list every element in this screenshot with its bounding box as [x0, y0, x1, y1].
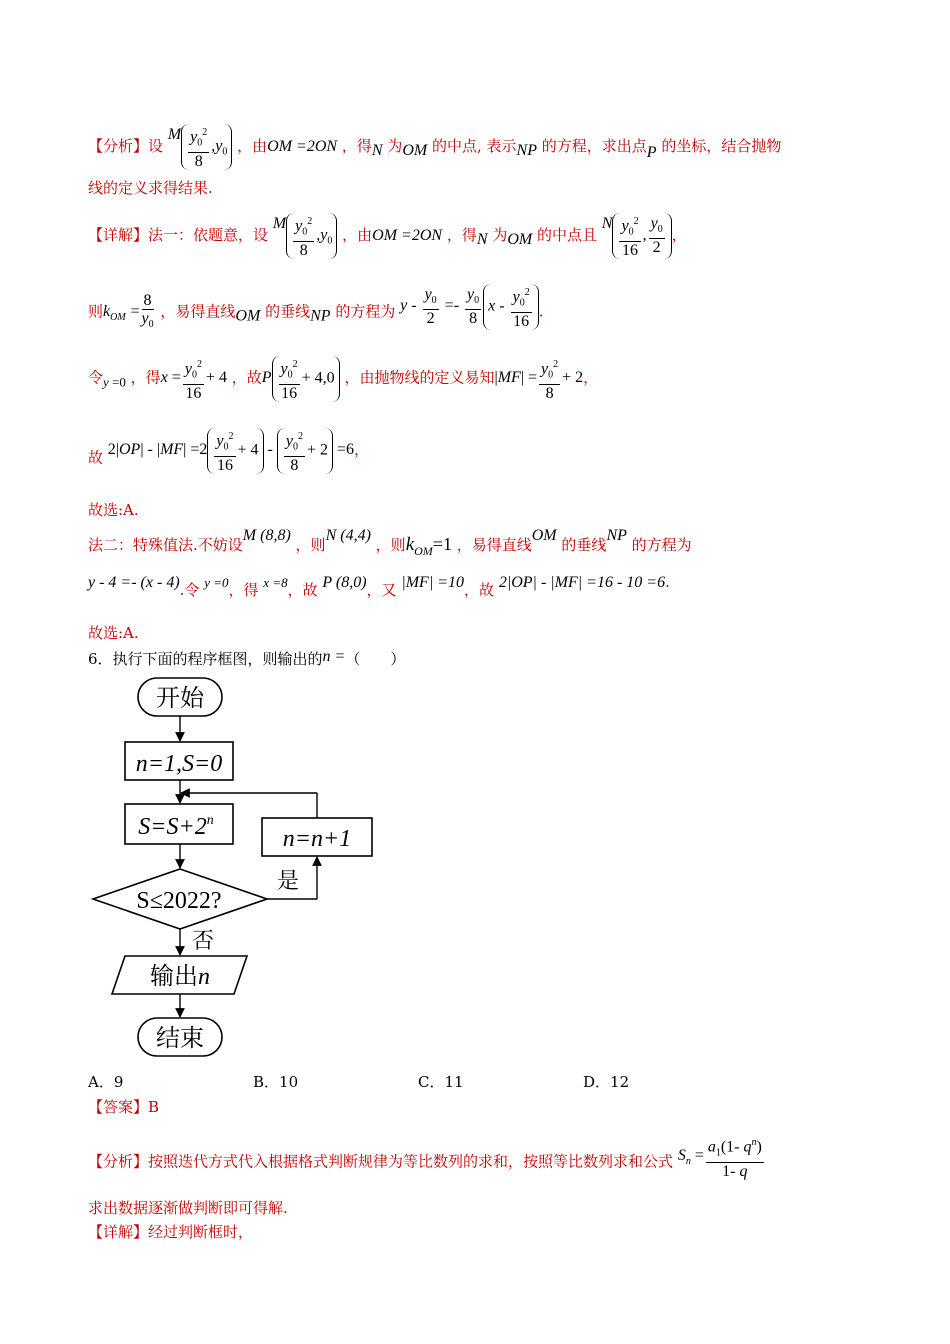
text: ，又: [366, 581, 397, 599]
text: 的方程为: [335, 302, 396, 321]
math-result: 2|OP| - |MF| =16 - 10 =6: [498, 574, 666, 591]
text: 的方程为: [631, 536, 692, 554]
math-result: 2|OP| - |MF| =2 $\frac{y_0^2}{16}$ + 4 - $\frac{y_0^2}{8}$ + 2 =6: [108, 441, 354, 458]
option-d[interactable]: [583, 1071, 629, 1092]
text: .令: [179, 581, 200, 599]
math-NP: NP: [606, 527, 627, 544]
math-eq: OM =2ON: [267, 137, 338, 155]
text: ，得: [130, 368, 161, 387]
detail2-line: [88, 1221, 253, 1242]
yes-label: 是: [277, 869, 300, 894]
text: ，故: [231, 368, 262, 387]
math-NP: NP: [310, 307, 331, 325]
math-N: N: [371, 141, 383, 159]
math-eq: OM =2ON: [372, 226, 443, 244]
analysis-line-2: 线的定义求得结果.: [88, 179, 213, 197]
math-OM: OM: [507, 230, 533, 248]
end-label: 结束: [156, 1024, 204, 1052]
text: ，易得直线: [160, 302, 236, 321]
math-NP: NP: [516, 141, 537, 159]
math-line-eq: y - 4 =- (x - 4): [88, 574, 180, 591]
text: ，: [583, 368, 599, 387]
math-line-eq: y - $\frac{y_0}{2}$ =- $\frac{y_0}{8}$ x - $\frac{y_0^2}{16}$: [400, 297, 539, 314]
math-P-point: P (8,0): [322, 574, 367, 591]
method2-line: [88, 527, 692, 559]
option-b[interactable]: [253, 1071, 298, 1092]
text: 按照迭代方式代入根据格式判断规律为等比数列的求和，按照等比数列求和公式: [148, 1152, 674, 1171]
math-OM: OM: [235, 307, 261, 325]
math-M-coords: $\frac{y_0^2}{8}$ $,y_0$: [286, 213, 337, 259]
math-N-point: N (4,4): [325, 527, 371, 544]
text: 法一：依题意，设: [148, 225, 269, 244]
answer-paren: （ ）: [345, 650, 406, 668]
option-label: C．: [418, 1073, 445, 1091]
answer-tag: 【答案】: [88, 1098, 149, 1116]
math-P-coords: P $\frac{y_0^2}{16}$ + 4,0: [262, 369, 340, 386]
text: 的垂线: [265, 302, 311, 321]
option-value: 12: [610, 1073, 630, 1091]
math-y0: y =0: [204, 575, 229, 590]
text: ，故: [464, 581, 495, 599]
detail-line-4: [88, 428, 369, 474]
text: 的中点且: [537, 225, 598, 244]
math-MF: |MF| =10: [401, 574, 465, 591]
math-N2: N: [601, 214, 613, 232]
no-label: 否: [192, 929, 215, 954]
output-label: 输出n: [150, 962, 210, 990]
answer-line-1: 故选:A.: [88, 501, 139, 519]
decision-label: S≤2022?: [136, 888, 222, 914]
analysis-tag: 【分析】: [88, 1152, 149, 1171]
math-MF: |MF| = $\frac{y_0^2}{8}$ + 2: [494, 369, 583, 386]
math-N-coords: $\frac{y_0^2}{16}$ , $\frac{y_0}{2}$: [612, 213, 671, 259]
analysis-line-1: [88, 124, 781, 170]
math-sum-formula: $S_n$ = $\frac{a_1(1- q^n)}{1- q}$: [678, 1147, 766, 1164]
detail-line-2: [88, 284, 543, 333]
text: ，由抛物线的定义易知: [344, 368, 495, 387]
math-n: n =: [322, 648, 346, 665]
text: 的垂线: [561, 536, 607, 554]
option-value: 11: [444, 1073, 464, 1091]
start-label: 开始: [156, 684, 204, 712]
text: .: [665, 573, 670, 591]
text: 令: [88, 368, 104, 387]
math-M: M: [167, 125, 182, 143]
text: 法二：特殊值法.不妨设: [88, 536, 243, 554]
text: 为: [387, 136, 403, 155]
option-c[interactable]: [418, 1071, 464, 1092]
question-text: 6．执行下面的程序框图，则输出的: [88, 650, 323, 668]
math-x-eq: x = $\frac{y_0^2}{16}$ + 4: [161, 369, 227, 386]
detail-tag: 【详解】: [88, 1223, 149, 1241]
text: ，则: [375, 536, 406, 554]
option-label: D．: [583, 1073, 611, 1091]
math-kOM-value: = $\frac{8}{y_0}$: [130, 292, 154, 331]
math-kOM-value: =1: [432, 534, 452, 554]
answer-value: B: [148, 1098, 160, 1116]
option-value: 9: [113, 1073, 124, 1091]
text: .: [538, 302, 544, 321]
option-label: A．: [88, 1073, 114, 1091]
update-label: $S=S+2^n$: [138, 813, 214, 840]
text: ，由: [342, 225, 373, 244]
text: 则: [88, 302, 104, 321]
analysis2-line-2: 求出数据逐渐做判断即可得解.: [88, 1199, 288, 1217]
question-6: [88, 648, 405, 669]
option-value: 10: [279, 1073, 299, 1091]
text: ，得: [446, 225, 477, 244]
text: 的中点, 表示: [432, 136, 517, 155]
analysis2-line: [88, 1134, 766, 1180]
option-a[interactable]: [88, 1071, 123, 1092]
detail-line-1: [88, 213, 687, 259]
detail-line-3: [88, 356, 598, 402]
text: ，: [354, 440, 370, 459]
text: ，故: [287, 581, 318, 599]
method2-line-2: [88, 573, 670, 600]
text: ，易得直线: [456, 536, 532, 554]
flowchart: [80, 672, 390, 1067]
math-M: M: [272, 214, 287, 232]
math-OM: OM: [531, 527, 557, 544]
math-M-coords: $\frac{y_0^2}{8}$ $,y_0$: [181, 124, 232, 170]
text: ，则: [295, 536, 326, 554]
text: 设: [148, 136, 164, 155]
detail-tag: 【详解】: [88, 225, 149, 244]
math-N: N: [476, 230, 488, 248]
increment-label: n=n+1: [282, 826, 352, 852]
text: ，由: [237, 136, 268, 155]
math-OM: OM: [402, 141, 428, 159]
init-label: n=1,S=0: [135, 751, 223, 777]
text: 的坐标，结合抛物: [661, 136, 782, 155]
math-y0: y =0: [103, 374, 126, 390]
math-P: P: [646, 143, 657, 161]
answer-line-3: [88, 1096, 159, 1117]
text: 的方程，求出点: [541, 136, 647, 155]
analysis-tag: 【分析】: [88, 136, 149, 155]
answer-line-2: 故选:A.: [88, 624, 139, 642]
math-M-point: M (8,8): [242, 527, 291, 544]
math-kOM: $k_{OM}$: [405, 534, 433, 558]
option-label: B．: [253, 1073, 280, 1091]
text: ，得: [341, 136, 372, 155]
math-x8: x =8: [263, 575, 288, 590]
text: 故: [88, 448, 104, 467]
text: ，得: [228, 581, 259, 599]
math-kOM: $k_{OM}$: [103, 303, 126, 324]
text: ，: [671, 225, 687, 244]
text: 为: [492, 225, 508, 244]
text: 经过判断框时，: [148, 1223, 254, 1241]
